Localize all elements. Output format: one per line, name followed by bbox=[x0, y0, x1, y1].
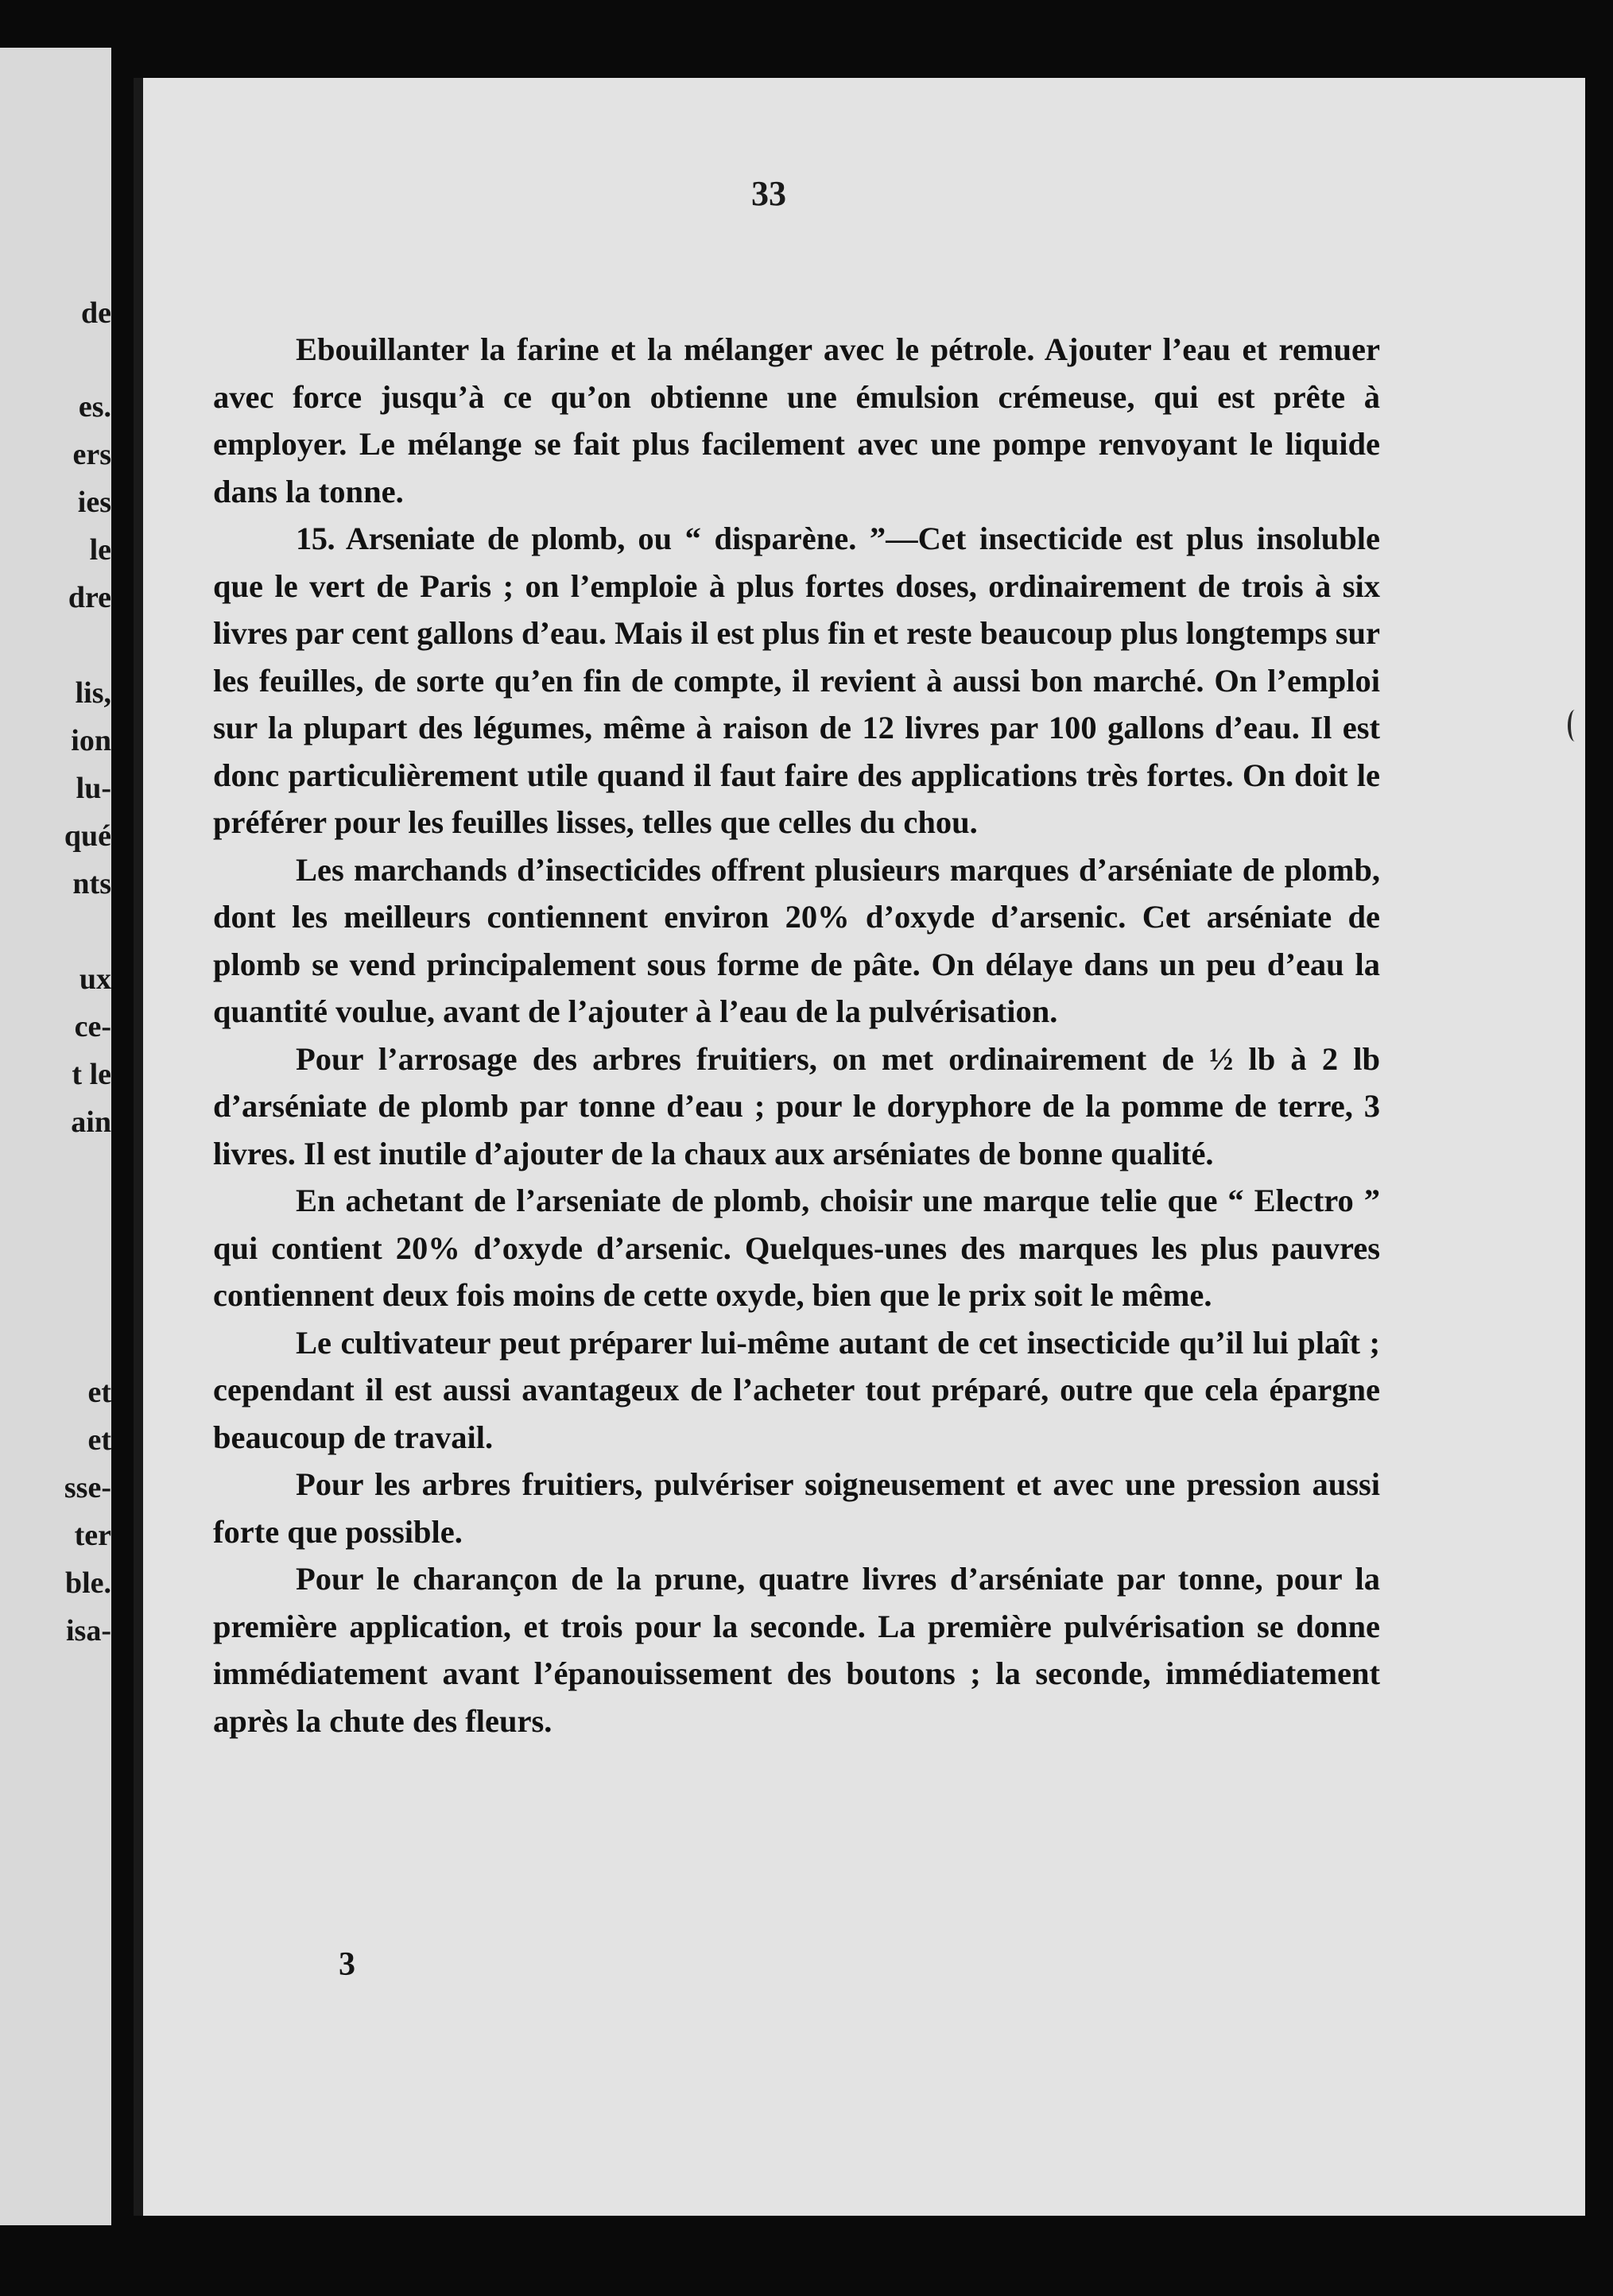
facing-page-fragment: sse- bbox=[64, 1471, 111, 1504]
facing-page-fragment: nts bbox=[72, 867, 111, 900]
paragraph bbox=[213, 1555, 1380, 1744]
facing-page-fragment: lis, bbox=[75, 676, 111, 710]
page-number: 33 bbox=[751, 174, 786, 213]
paragraph-text: Pour le charançon de la prune, quatre livres d’arséniate par tonne, pour la première application, et trois pour la seconde. La première pulvérisation se donne immédiatement avant l’épanouissement des boutons ; la seconde, immédiatement après la chute des fleurs. bbox=[213, 1561, 1380, 1739]
paragraph bbox=[213, 1177, 1380, 1319]
page-edge-mark bbox=[1568, 710, 1582, 741]
facing-page-fragment: ux bbox=[79, 962, 111, 996]
paragraph bbox=[213, 1461, 1380, 1555]
facing-page-fragment: qué bbox=[64, 819, 111, 853]
paragraph-text: Ebouillanter la farine et la mélanger avec le pétrole. Ajouter l’eau et remuer avec force jusqu’à ce qu’on obtienne une émulsion crémeuse, qui est prête à employer. Le mélange se fait plus facilement avec une pompe renvoyant le liquide dans la tonne. bbox=[213, 331, 1380, 509]
facing-page-fragment: ion bbox=[71, 724, 111, 757]
paragraph-text: ou “ disparène. ”—Cet insecticide est plus insoluble que le vert de Paris ; on l’emploie à plus fortes doses, ordinairement de trois à six livres par cent gallons d’eau. Mais il est plus fin et reste beaucoup plus longtemps sur les feuilles, de sorte qu’en fin de compte, il revient à aussi bon marché. On l’emploi sur la plupart des légumes, même à raison de 12 livres par 100 gallons d’eau. Il est donc particulièrement utile quand il faut faire des applications très fortes. On doit le préférer pour les feuilles lisses, telles que celles du chou. bbox=[213, 521, 1380, 840]
paragraph bbox=[213, 1036, 1380, 1178]
facing-page-fragment: le bbox=[89, 533, 111, 567]
paragraph-text: Pour les arbres fruitiers, pulvériser soigneusement et avec une pression aussi forte que possible. bbox=[213, 1466, 1380, 1550]
paragraph bbox=[213, 515, 1380, 846]
facing-page-fragment: et bbox=[87, 1376, 111, 1409]
facing-page-fragment: et bbox=[87, 1423, 111, 1457]
facing-page-fragment: ce- bbox=[74, 1010, 111, 1043]
facing-page-fragment: t le bbox=[72, 1058, 111, 1091]
facing-page-fragment: ers bbox=[72, 438, 111, 471]
section-heading: 15. Arseniate de plomb, bbox=[296, 521, 625, 556]
paragraph bbox=[213, 846, 1380, 1036]
facing-page-fragment: es. bbox=[78, 390, 111, 424]
signature-mark: 3 bbox=[339, 1946, 355, 1983]
facing-page-fragment: ain bbox=[71, 1105, 111, 1139]
facing-page-fragment: lu- bbox=[76, 772, 111, 805]
facing-page-fragment: dre bbox=[68, 581, 111, 614]
facing-page-strip bbox=[0, 48, 111, 2225]
paragraph bbox=[213, 326, 1380, 515]
facing-page-fragment: ter bbox=[74, 1519, 111, 1552]
paragraph bbox=[213, 1319, 1380, 1462]
paragraph-text: Les marchands d’insecticides offrent plusieurs marques d’arséniate de plomb, dont les meilleurs contiennent environ 20% d’oxyde d’arsenic. Cet arséniate de plomb se vend principalement sous forme de pâte. On délaye dans un peu d’eau la quantité voulue, avant de l’ajouter à l’eau de la pulvérisation. bbox=[213, 851, 1380, 1029]
paragraph-text: En achetant de l’arseniate de plomb, choisir une marque telie que “ Electro ” qui contient 20% d’oxyde d’arsenic. Quelques-unes des marques les plus pauvres contiennent deux fois moins de cette oxyde, bien que le prix soit le même. bbox=[213, 1183, 1380, 1313]
facing-page-fragment: ies bbox=[77, 486, 111, 519]
paragraph-text: Pour l’arrosage des arbres fruitiers, on met ordinairement de ½ lb à 2 lb d’arséniate de plomb par tonne d’eau ; pour le doryphore de la pomme de terre, 3 livres. Il est inutile d’ajouter de la chaux aux arséniates de bonne qualité. bbox=[213, 1040, 1380, 1171]
page-body bbox=[213, 326, 1380, 1744]
paragraph-text: Le cultivateur peut préparer lui-même autant de cet insecticide qu’il lui plaît ; cependant il est aussi avantageux de l’acheter tout préparé, outre que cela épargne beaucoup de travail. bbox=[213, 1324, 1380, 1455]
facing-page-fragment: de bbox=[81, 296, 111, 330]
facing-page-fragment: ble. bbox=[64, 1566, 111, 1600]
facing-page-fragment: isa- bbox=[66, 1614, 111, 1647]
